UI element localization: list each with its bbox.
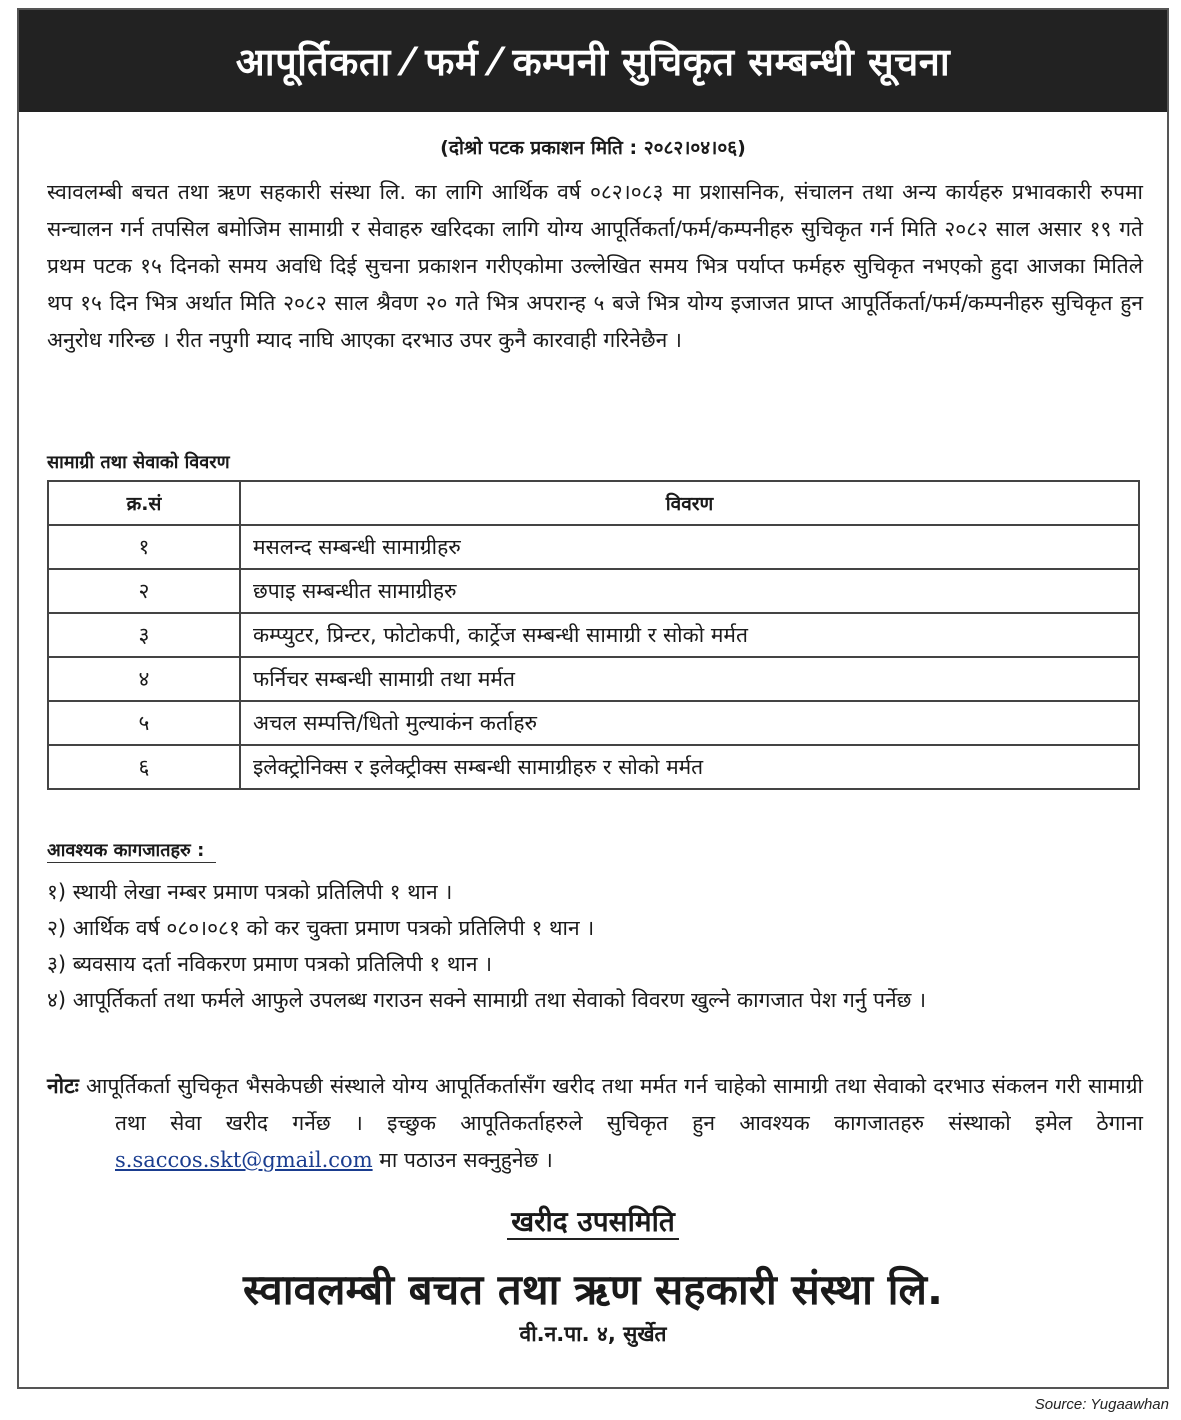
row-description: कम्प्युटर, प्रिन्टर, फोटोकपी, कार्ट्रेज सम्बन्धी सामाग्री र सोको मर्मत	[240, 613, 1139, 657]
list-item: ४) आपूर्तिकर्ता तथा फर्मले आफुले उपलब्ध गराउन सक्ने सामाग्री तथा सेवाको विवरण खुल्ने कागजात पेश गर्नु पर्नेछ ।	[47, 988, 927, 1012]
organization-name: स्वावलम्बी बचत तथा ऋण सहकारी संस्था लि.	[243, 1265, 943, 1314]
documents-list	[47, 874, 1143, 1018]
committee-name: खरीद उपसमिति	[507, 1205, 679, 1240]
note-text-end: मा पठाउन सक्नुहुनेछ ।	[379, 1148, 553, 1172]
list-item: ३) ब्यवसाय दर्ता नविकरण प्रमाण पत्रको प्रतिलिपी १ थान ।	[47, 952, 493, 976]
items-section-title: सामाग्री तथा सेवाको विवरण	[47, 452, 230, 473]
notice-body: स्वावलम्बी बचत तथा ऋण सहकारी संस्था लि. का लागि आर्थिक वर्ष ०८२।०८३ मा प्रशासनिक, संचालन तथा अन्य कार्यहरु प्रभावकारी रुपमा सन्चालन गर्न तपसिल बमोजिम सामाग्री र सेवाहरु खरिदका लागि योग्य आपूर्तिकर्ता/फर्म/कम्पनीहरु सुचिकृत गर्न मिति २०८२ साल असार १९ गते प्रथम पटक १५ दिनको समय अवधि दिई सुचना प्रकाशन गरीएकोमा उल्लेखित समय भित्र पर्याप्त फर्महरु सुचिकृत नभएको हुदा आजका मितिले थप १५ दिन भित्र अर्थात मिति २०८२ साल श्रैवण २० गते भित्र अपरान्ह ५ बजे भित्र योग्य इजाजत प्राप्त आपूर्तिकर्ता/फर्म/कम्पनीहरु सुचिकृत हुन अनुरोध गरिन्छ । रीत नपुगी म्याद नाघि आएका दरभाउ उपर कुनै कारवाही गरिनेछैन ।	[47, 180, 1143, 352]
table-row	[48, 569, 1139, 613]
publication-date: (दोश्रो पटक प्रकाशन मिति : २०८२।०४।०६)	[440, 137, 746, 159]
list-item: १) स्थायी लेखा नम्बर प्रमाण पत्रको प्रतिलिपी १ थान ।	[47, 880, 453, 904]
note-paragraph	[47, 1068, 1143, 1179]
row-description: इलेक्ट्रोनिक्स र इलेक्ट्रीक्स सम्बन्धी सामाग्रीहरु र सोको मर्मत	[240, 745, 1139, 789]
email-link[interactable]: s.saccos.skt@gmail.com	[115, 1148, 373, 1172]
table-row	[48, 745, 1139, 789]
table-row	[48, 657, 1139, 701]
documents-title: आवश्यक कागजातहरु :	[47, 838, 216, 863]
table-row	[48, 701, 1139, 745]
row-description: अचल सम्पत्ति/धितो मुल्याकंन कर्ताहरु	[240, 701, 1139, 745]
note-text: आपूर्तिकर्ता सुचिकृत भैसकेपछी संस्थाले योग्य आपूर्तिकर्तासँग खरीद तथा मर्मत गर्न चाहेको सामाग्री तथा सेवाको दरभाउ संकलन गरी सामाग्री तथा सेवा खरीद गर्नेछ । इच्छुक आपूतिकर्ताहरुले सुचिकृत हुन आवश्यक कागजातहरु संस्थाको इमेल ठेगाना	[86, 1074, 1143, 1135]
row-sn: ६	[48, 745, 240, 789]
committee-heading	[19, 1202, 1167, 1240]
row-description: छपाइ सम्बन्धीत सामाग्रीहरु	[240, 569, 1139, 613]
column-header-description: विवरण	[240, 481, 1139, 525]
organization-address: वी.न.पा. ४, सुर्खेत	[519, 1322, 667, 1346]
row-sn: ५	[48, 701, 240, 745]
table-row	[48, 613, 1139, 657]
items-table	[47, 480, 1140, 790]
row-sn: १	[48, 525, 240, 569]
note-label: नोटः	[47, 1074, 79, 1098]
row-sn: २	[48, 569, 240, 613]
row-sn: ४	[48, 657, 240, 701]
row-description: फर्निचर सम्बन्धी सामाग्री तथा मर्मत	[240, 657, 1139, 701]
notice-title: आपूर्तिकता ⁄ फर्म ⁄ कम्पनी सुचिकृत सम्बन्धी सूचना	[235, 40, 951, 84]
list-item: २) आर्थिक वर्ष ०८०।०८१ को कर चुक्ता प्रमाण पत्रको प्रतिलिपी १ थान ।	[47, 916, 595, 940]
notice-header	[19, 10, 1167, 112]
source-credit: Source: Yugaawhan	[1034, 1396, 1169, 1413]
notice-frame	[17, 8, 1169, 1389]
row-description: मसलन्द सम्बन्धी सामाग्रीहरु	[240, 525, 1139, 569]
column-header-sn: क्र.सं	[48, 481, 240, 525]
table-row	[48, 525, 1139, 569]
row-sn: ३	[48, 613, 240, 657]
table-header-row	[48, 481, 1139, 525]
